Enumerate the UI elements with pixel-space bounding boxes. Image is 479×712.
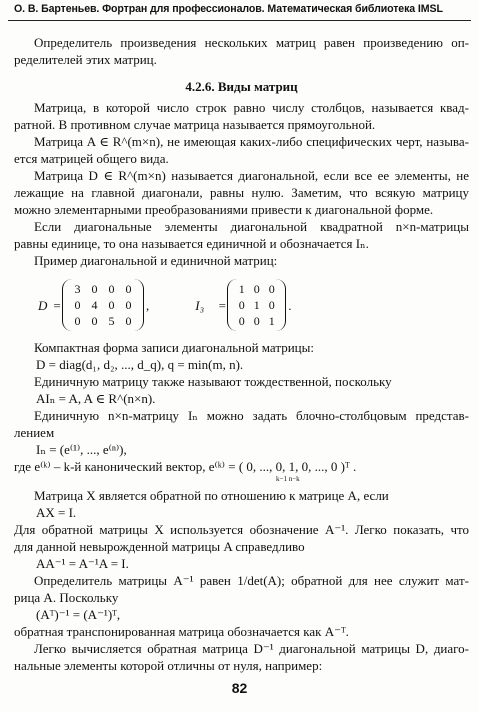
matrix-cell: 0 <box>91 314 98 328</box>
para4-line-2: равны единице, то она называется единичной и обозначается Iₙ. <box>14 236 369 251</box>
matrix-i-tail: . <box>288 297 292 313</box>
canonical-underbrace-labels: k−1 n−k <box>276 475 300 483</box>
para3-line-1: Матрица D ∈ R^(m×n) называется диагональной, если все ее элементы, не <box>34 168 469 183</box>
matrix-cell: 0 <box>74 314 81 328</box>
para3-line-2: лежащие на главной диагонали, равны нулю. Заметим, что всякую матрицу <box>14 185 469 200</box>
para2-line-2: ется матрицей общего вида. <box>14 151 169 166</box>
transpose-line: обратная транспонированная матрица обозначается как A⁻ᵀ. <box>14 624 349 639</box>
matrix-cell: 5 <box>108 314 115 328</box>
matrix-d <box>62 279 144 331</box>
matrix-cell: 0 <box>125 282 132 296</box>
para1-line-2: ратной. В противном случае матрица называется прямоугольной. <box>14 117 376 132</box>
identity-formula: AIₙ = A, A ∈ R^(n×n). <box>36 391 156 406</box>
transpose-formula: (Aᵀ)⁻¹ = (A⁻¹)ᵀ, <box>36 607 121 622</box>
block-line-1: Единичную n×n-матрицу Iₙ можно задать блочно-столбцовым представ- <box>34 408 469 423</box>
para3-line-3: можно элементарными преобразованиями привести к диагональной форме. <box>14 202 434 217</box>
matrix-cell: 0 <box>108 298 115 312</box>
canonical-line: где e⁽ᵏ⁾ – k-й канонический вектор, e⁽ᵏ⁾ = ( 0, ..., 0, 1, 0, ..., 0 )ᵀ . <box>14 459 357 474</box>
inverse-intro: Матрица X является обратной по отношению к матрице A, если <box>34 488 389 503</box>
matrix-cell: 0 <box>253 314 260 328</box>
identity-line: Единичную матрицу также называют тождественной, поскольку <box>34 374 392 389</box>
matrix-d-tail: , <box>146 297 150 313</box>
matrix-cell: 0 <box>268 282 275 296</box>
matrix-cell: 1 <box>268 314 275 328</box>
det-para-1: Определитель матрицы A⁻¹ равен 1/det(A); обратной для нее служит мат- <box>34 573 469 588</box>
matrix-cell: 1 <box>253 298 260 312</box>
matrix-cell: 0 <box>74 298 81 312</box>
compact-intro: Компактная форма записи диагональной матрицы: <box>34 340 314 355</box>
page-content <box>14 34 469 674</box>
matrix-i-label: I₃ <box>195 297 205 313</box>
matrix-cell: 1 <box>238 282 245 296</box>
matrix-cell: 4 <box>91 298 98 312</box>
intro-line-2: ределителей этих матриц. <box>14 52 157 67</box>
running-header: О. В. Бартеньев. Фортран для профессионалов. Математическая библиотека IMSL <box>14 3 443 15</box>
inverse-formula: AX = I. <box>36 505 77 520</box>
matrix-example-row: D = 3 0 0 0 0 4 0 0 0 0 5 0 , I₃ = 1 0 0 0 1 0 0 0 1 . <box>14 273 469 337</box>
block-formula: Iₙ = (e⁽¹⁾, ..., e⁽ⁿ⁾), <box>36 442 127 457</box>
section-title: 4.2.6. Виды матриц <box>185 79 298 94</box>
inverse-identity: AA⁻¹ = A⁻¹A = I. <box>36 556 129 571</box>
para2-line-1: Матрица A ∈ R^(m×n), не имеющая каких-либо специфических черт, называ- <box>34 134 469 149</box>
para4-line-1: Если диагональные элементы диагональной квадратной n×n-матрицы <box>34 219 469 234</box>
matrix-cell: 3 <box>74 282 81 296</box>
matrix-cell: 0 <box>91 282 98 296</box>
matrix-cell: 0 <box>238 298 245 312</box>
matrix-d-label: D <box>38 297 48 313</box>
final-para-2: нальные элементы которой отличны от нуля, например: <box>14 658 323 673</box>
intro-line-1: Определитель произведения нескольких матриц равен произведению оп- <box>34 35 469 50</box>
matrix-cell: 0 <box>108 282 115 296</box>
matrix-cell: 0 <box>238 314 245 328</box>
det-para-2: рица A. Поскольку <box>14 590 119 605</box>
page-number: 82 <box>231 680 248 696</box>
matrix-cell: 0 <box>253 282 260 296</box>
matrix-i <box>227 279 286 331</box>
matrix-cell: 0 <box>125 298 132 312</box>
block-line-2: лением <box>14 425 55 440</box>
header-rule <box>8 20 471 21</box>
matrix-cell: 0 <box>125 314 132 328</box>
matrix-cell: 0 <box>268 298 275 312</box>
para1-line-1: Матрица, в которой число строк равно числу столбцов, называется квад- <box>34 100 469 115</box>
final-para-1: Легко вычисляется обратная матрица D⁻¹ диагональной матрицы D, диаго- <box>34 641 469 656</box>
compact-formula: D = diag(d₁, d₂, ..., d_q), q = min(m, n). <box>36 357 244 372</box>
inverse-para-1: Для обратной матрицы X используется обозначение A⁻¹. Легко показать, что <box>14 522 469 537</box>
example-intro: Пример диагональной и единичной матриц: <box>34 253 278 268</box>
inverse-para-2: для данной невырожденной матрицы A справедливо <box>14 539 305 554</box>
